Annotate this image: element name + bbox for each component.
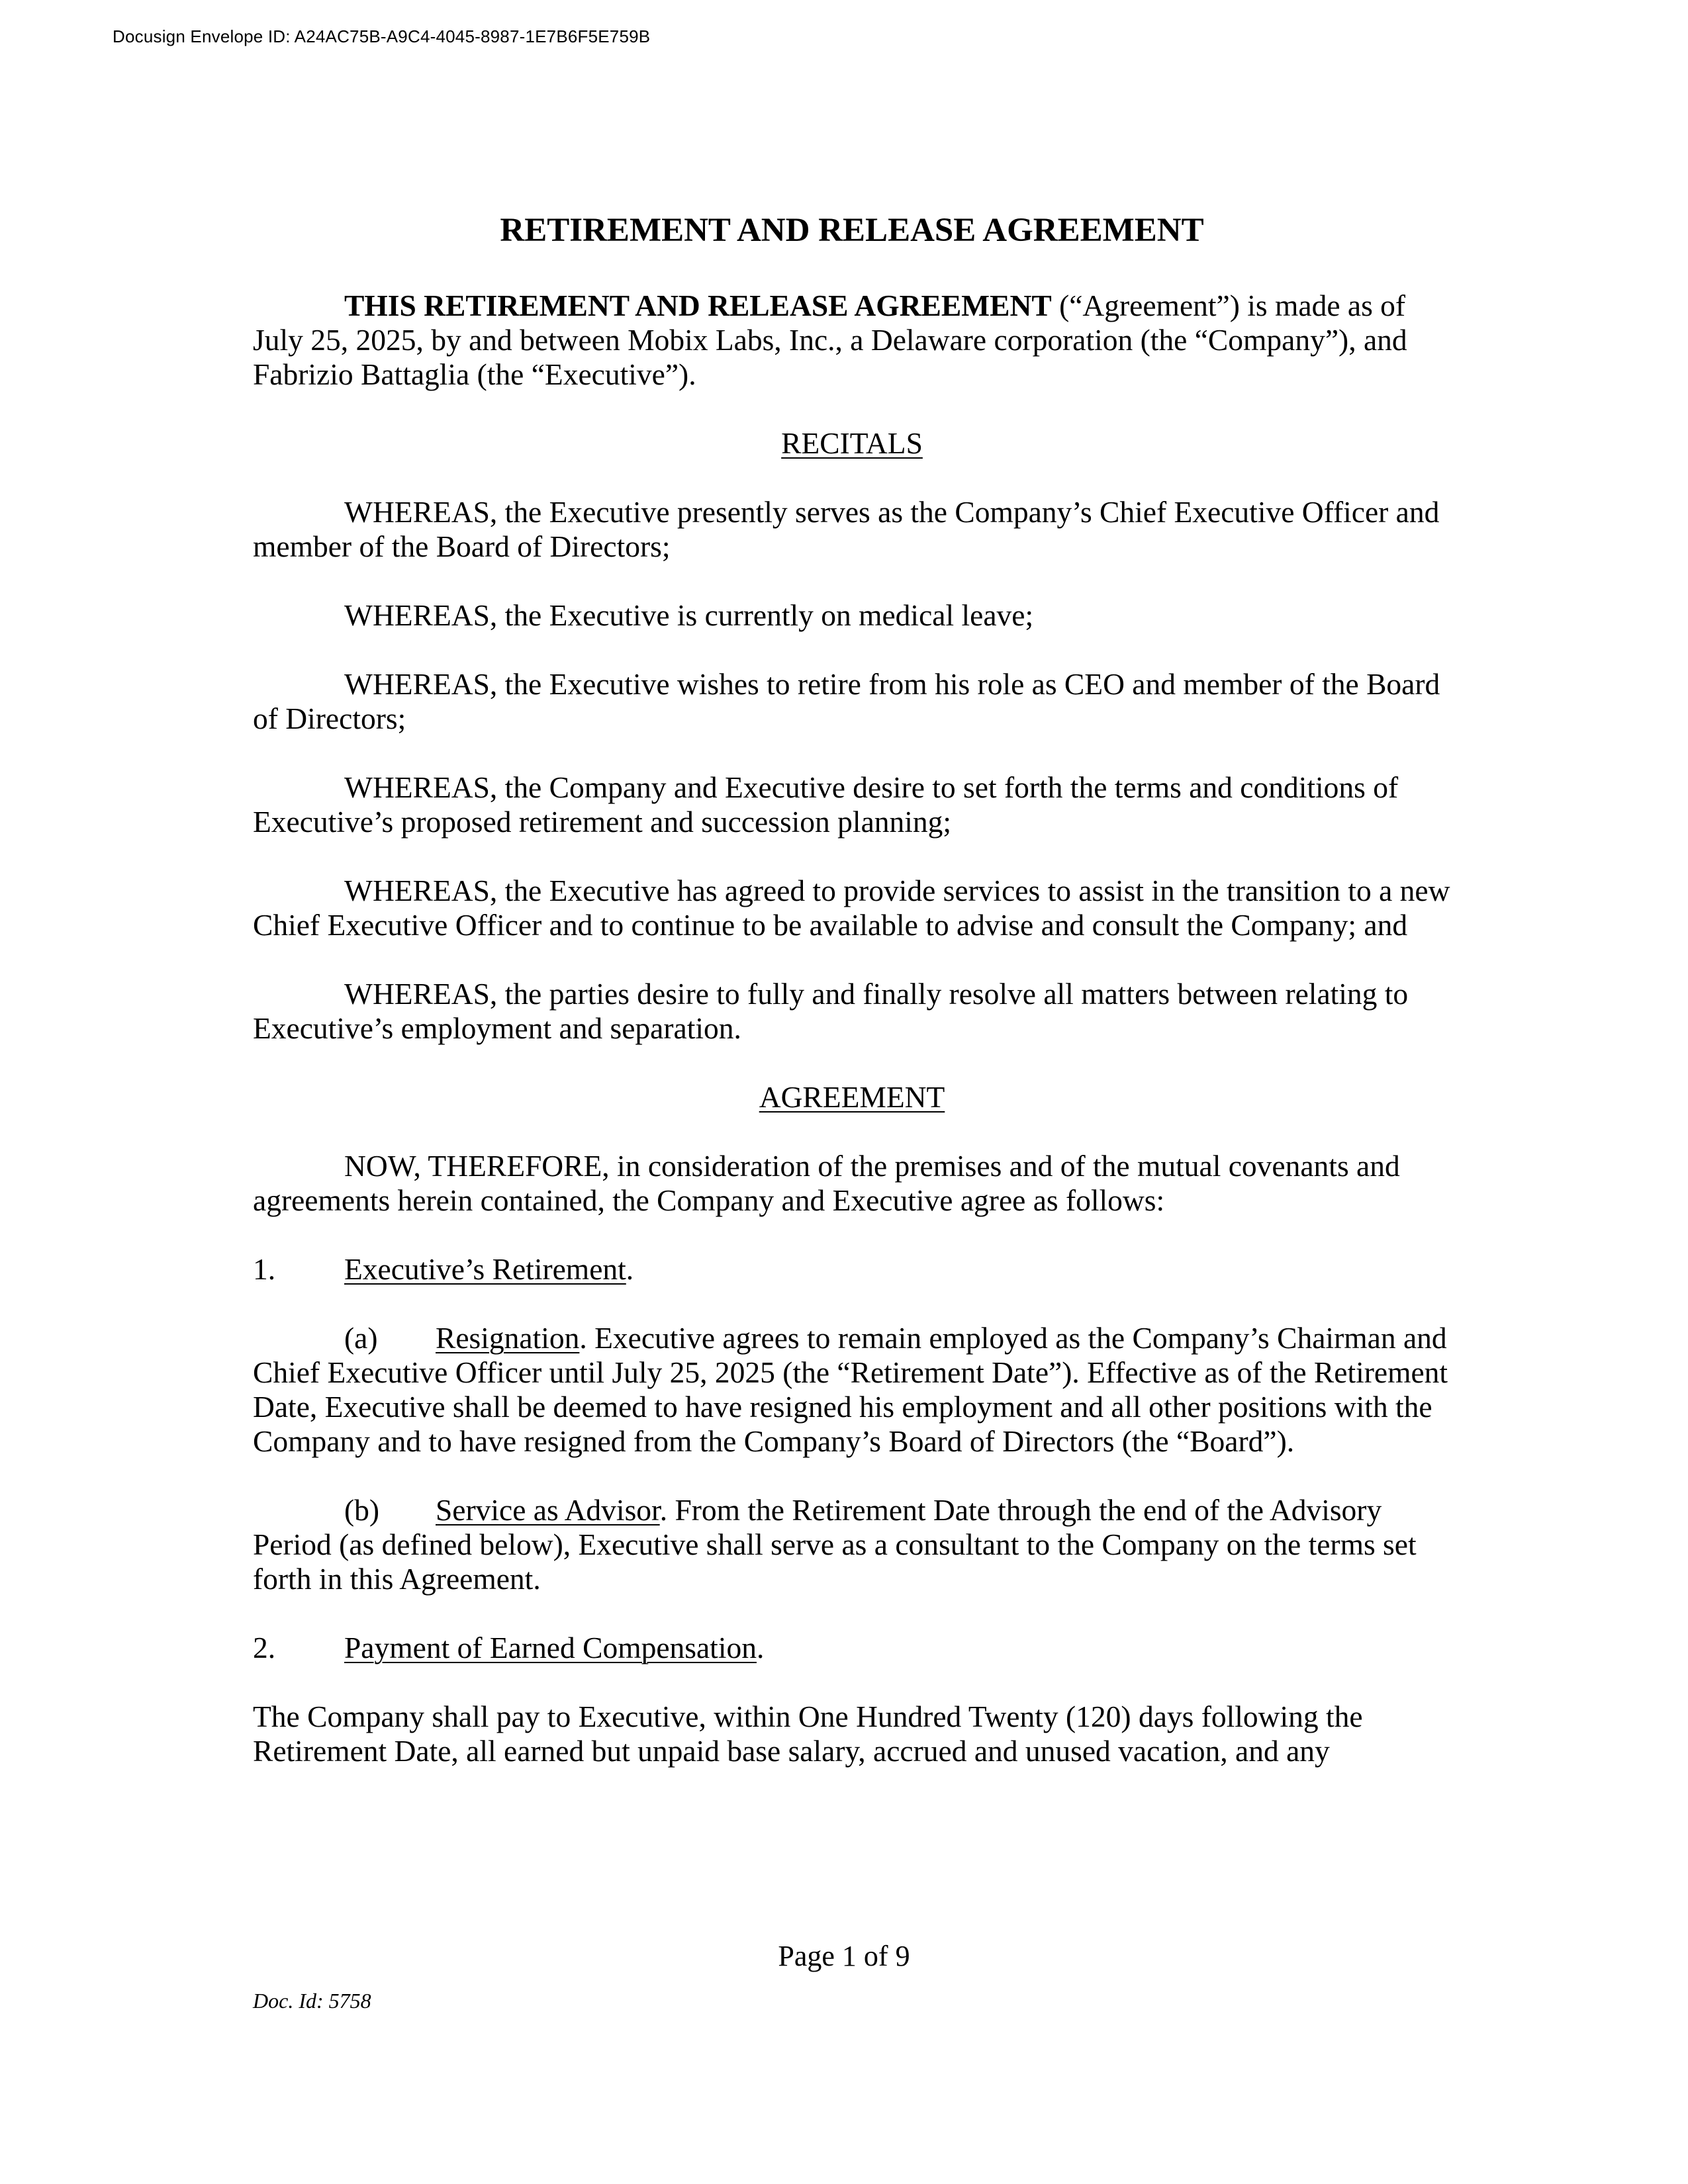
recitals-heading (253, 426, 1451, 461)
agreement-heading-text: AGREEMENT (759, 1080, 945, 1114)
section-number: 1. (253, 1252, 276, 1286)
recital-paragraph: WHEREAS, the Executive has agreed to provide services to assist in the transition to a new Chief Executive Officer and to continue to be available to advise and consult the Company; and (253, 874, 1450, 942)
subsection-text: . From the Retirement Date through the end of the Advisory Period (as defined below), Executive shall serve as a consultant to the Company on the terms set forth in this Agreement. (253, 1493, 1417, 1596)
recital-paragraph: WHEREAS, the Executive wishes to retire from his role as CEO and member of the Board of Directors; (253, 667, 1440, 735)
section-1-heading (253, 1252, 1451, 1287)
subsection-title: Service as Advisor (436, 1493, 660, 1527)
section-title: Payment of Earned Compensation (344, 1631, 757, 1664)
subsection-1a (253, 1321, 1451, 1459)
recital-paragraph: WHEREAS, the Company and Executive desire to set forth the terms and conditions of Executive’s proposed retirement and succession planning; (253, 770, 1399, 839)
subsection-title: Resignation (436, 1321, 580, 1355)
section-2-heading (253, 1631, 1451, 1665)
recitals-heading-text: RECITALS (781, 426, 923, 460)
subsection-1b (253, 1493, 1451, 1596)
section-2-body: The Company shall pay to Executive, within One Hundred Twenty (120) days following the Retirement Date, all earned but unpaid base salary, accrued and unused vacation, and any (253, 1700, 1363, 1768)
document-body (253, 210, 1451, 1803)
envelope-id: Docusign Envelope ID: A24AC75B-A9C4-4045-8987-1E7B6F5E759B (113, 26, 651, 46)
subsection-text: . Executive agrees to remain employed as the Company’s Chairman and Chief Executive Officer until July 25, 2025 (the “Retirement Date”). Effective as of the Retirement Date, Executive shall be deemed to have resigned his employment and all other positions with the Company and to have resigned from the Company’s Board of Directors (the “Board”). (253, 1321, 1448, 1458)
subsection-label: (a) (344, 1321, 378, 1355)
intro-paragraph (253, 289, 1451, 392)
agreement-heading (253, 1080, 1451, 1115)
recital-paragraph: WHEREAS, the parties desire to fully and finally resolve all matters between relating to Executive’s employment and separation. (253, 977, 1409, 1045)
section-title-suffix: . (626, 1252, 634, 1286)
subsection-label: (b) (344, 1493, 380, 1527)
recital-paragraph: WHEREAS, the Executive is currently on medical leave; (344, 598, 1034, 632)
document-title: RETIREMENT AND RELEASE AGREEMENT (500, 212, 1204, 249)
doc-id: Doc. Id: 5758 (253, 1989, 371, 2013)
intro-text: (“Agreement”) is made as of July 25, 2025, by and between Mobix Labs, Inc., a Delaware corporation (the “Company”), and Fabrizio Battaglia (the “Executive”). (253, 289, 1407, 391)
intro-lead: THIS RETIREMENT AND RELEASE AGREEMENT (344, 289, 1052, 322)
agreement-intro: NOW, THEREFORE, in consideration of the premises and of the mutual covenants and agreements herein contained, the Company and Executive agree as follows: (253, 1149, 1400, 1217)
page-number: Page 1 of 9 (778, 1940, 910, 1972)
section-title: Executive’s Retirement (344, 1252, 626, 1286)
recital-paragraph: WHEREAS, the Executive presently serves as the Company’s Chief Executive Officer and member of the Board of Directors; (253, 495, 1440, 563)
section-title-suffix: . (756, 1631, 765, 1664)
section-number: 2. (253, 1631, 276, 1664)
